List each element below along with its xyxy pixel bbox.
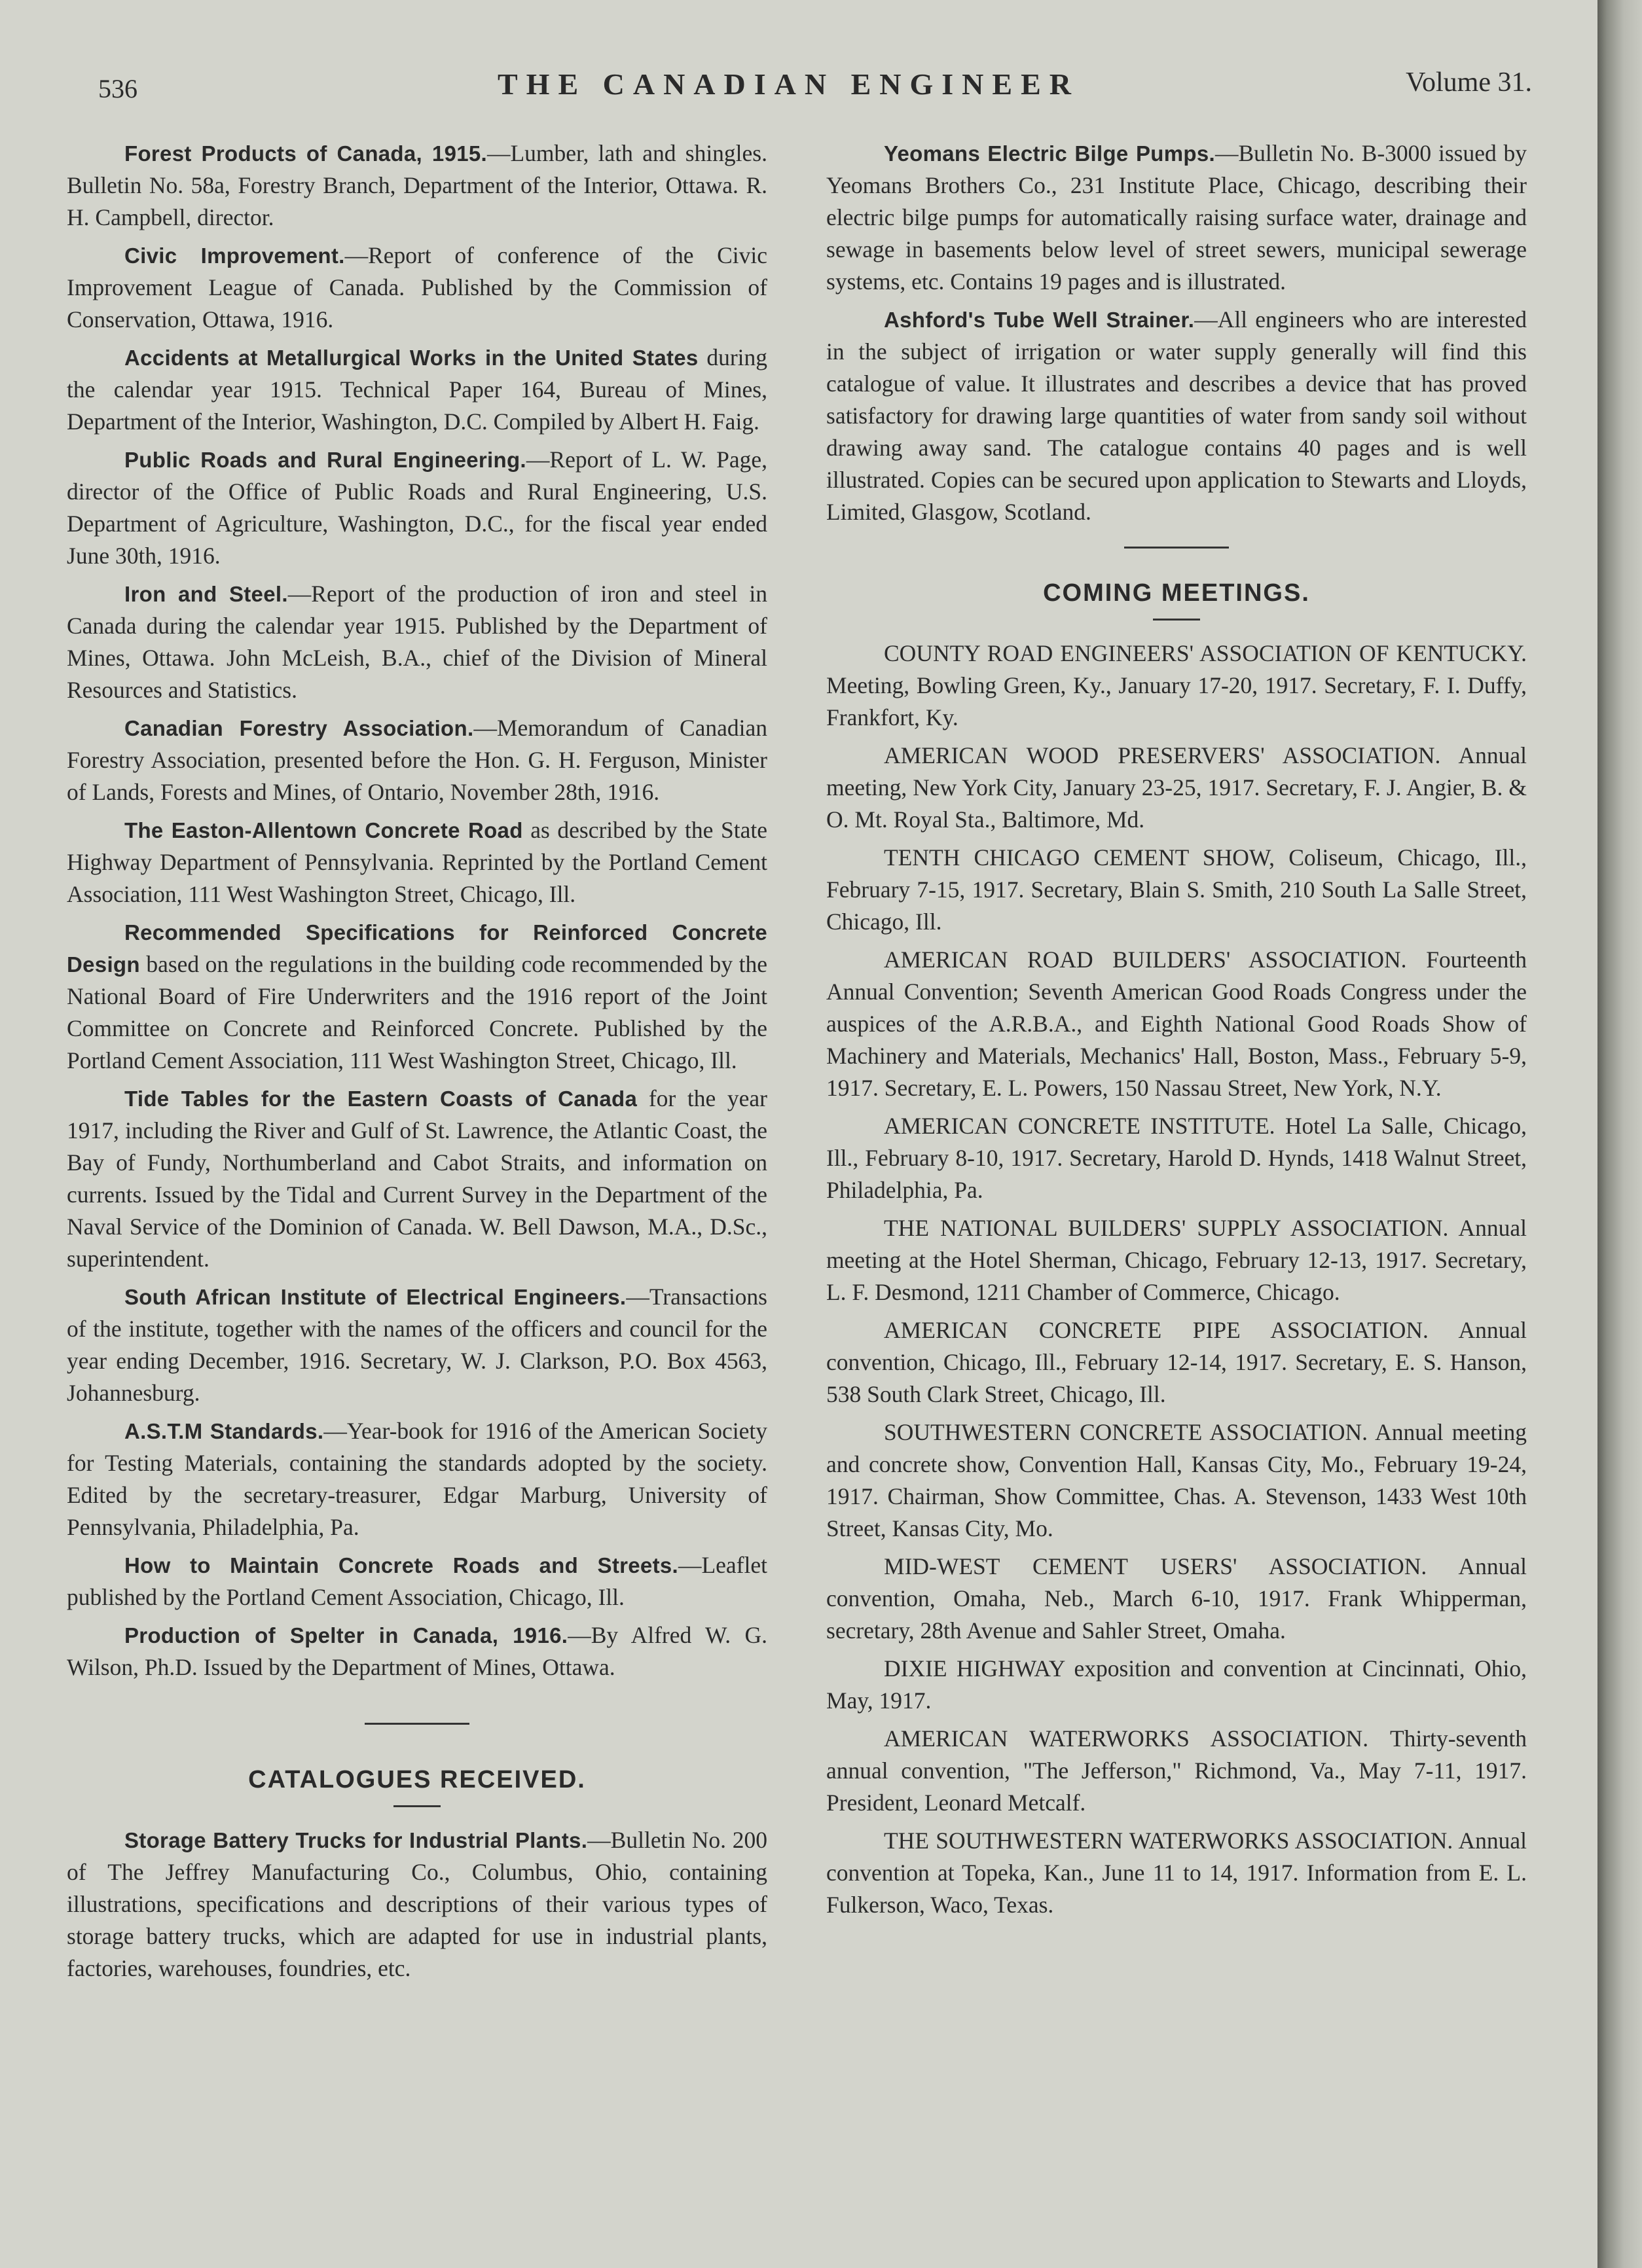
entry-paragraph [67, 1619, 767, 1683]
entry-paragraph [67, 1415, 767, 1543]
entry-title: Forest Products of Canada, 1915. [124, 141, 487, 166]
entry-text: —Bulletin No. B-3000 issued by Yeomans Brothers Co., 231 Institute Place, Chicago, describing their electric bilge pumps for automatically raising surface water, drainage and sewage in basements below level of street sewers, municipal sewerage systems, etc. Contains 19 pages and is illustrated. [826, 140, 1527, 295]
entry-title: Tide Tables for the Eastern Coasts of Canada [124, 1087, 638, 1111]
volume-label: Volume 31. [1406, 67, 1532, 98]
entry-paragraph [826, 137, 1527, 298]
journal-title: THE CANADIAN ENGINEER [498, 67, 1080, 101]
entry-title: Iron and Steel. [124, 582, 288, 606]
meeting-entry: AMERICAN ROAD BUILDERS' ASSOCIATION. Fourteenth Annual Convention; Seventh American Good Roads Congress under the auspices of the A.R.B.A., and Eighth National Good Roads Show of Machinery and Materials, Mechanics' Hall, Boston, Mass., February 5-9, 1917. Secretary, E. L. Powers, 150 Nassau Street, New York, N.Y. [826, 946, 1527, 1101]
entry-text: —Report of L. W. Page, director of the Office of Public Roads and Rural Engineering, U.S. Department of Agriculture, Washington, D.C., for the fiscal year ended June 30th, 1916. [67, 446, 767, 569]
meeting-entry: AMERICAN CONCRETE PIPE ASSOCIATION. Annual convention, Chicago, Ill., February 12-14, 1917. Secretary, E. S. Hanson, 538 South Clark Street, Chicago, Ill. [826, 1317, 1527, 1407]
entry-text: —Transactions of the institute, together with the names of the officers and council for the year ending December, 1916. Secretary, W. J. Clarkson, P.O. Box 4563, Johannesburg. [67, 1284, 767, 1406]
publications-list [67, 137, 767, 1683]
entry-paragraph [67, 1549, 767, 1613]
heading-underline [393, 1805, 441, 1807]
meeting-entry: AMERICAN WOOD PRESERVERS' ASSOCIATION. Annual meeting, New York City, January 23-25, 1917. Secretary, F. J. Angier, B. & O. Mt. Royal Sta., Baltimore, Md. [826, 742, 1527, 833]
meeting-entry: TENTH CHICAGO CEMENT SHOW, Coliseum, Chicago, Ill., February 7-15, 1917. Secretary, Blain S. Smith, 210 South La Salle Street, Chicago, Ill. [826, 844, 1527, 935]
entry-title: Production of Spelter in Canada, 1916. [124, 1623, 568, 1647]
entry-text: —Report of the production of iron and steel in Canada during the calendar year 1915. Published by the Department of Mines, Ottawa. John McLeish, B.A., chief of the Division of Mineral Resources and Statistics. [67, 581, 768, 703]
entry-title: Accidents at Metallurgical Works in the United States [124, 346, 699, 370]
entry-paragraph [67, 578, 767, 706]
left-column [67, 137, 767, 1990]
entry-title: Recommended Specifications for Reinforced Concrete Design [67, 920, 767, 977]
entry-paragraph [67, 1281, 767, 1409]
entry-title: Storage Battery Trucks for Industrial Plants. [124, 1828, 588, 1852]
meeting-entry: COUNTY ROAD ENGINEERS' ASSOCIATION OF KENTUCKY. Meeting, Bowling Green, Ky., January 17-20, 1917. Secretary, F. I. Duffy, Frankfort, Ky. [826, 640, 1527, 730]
entry-paragraph [67, 240, 767, 336]
meeting-entry: MID-WEST CEMENT USERS' ASSOCIATION. Annual convention, Omaha, Neb., March 6-10, 1917. Frank Whipperman, secretary, 28th Avenue and Sahler Street, Omaha. [826, 1553, 1527, 1644]
entry-paragraph [67, 444, 767, 572]
entry-title: Canadian Forestry Association. [124, 716, 474, 740]
meeting-entry: THE NATIONAL BUILDERS' SUPPLY ASSOCIATION. Annual meeting at the Hotel Sherman, Chicago, February 12-13, 1917. Secretary, L. F. Desmond, 1211 Chamber of Commerce, Chicago. [826, 1215, 1527, 1305]
meeting-entry: AMERICAN WATERWORKS ASSOCIATION. Thirty-seventh annual convention, "The Jefferson," Richmond, Va., May 7-11, 1917. President, Leonard Metcalf. [826, 1725, 1527, 1816]
entry-title: Public Roads and Rural Engineering. [124, 448, 526, 472]
binding-spine [1597, 0, 1642, 2268]
entry-title: Civic Improvement. [124, 243, 345, 268]
page-header [92, 58, 1532, 110]
entry-title: Ashford's Tube Well Strainer. [884, 308, 1195, 332]
entry-text: —Year-book for 1916 of the American Society for Testing Materials, containing the standards adopted by the society. Edited by the secretary-treasurer, Edgar Marburg, University of Pennsylvania, Philadelphia, Pa. [67, 1418, 767, 1540]
right-column [826, 137, 1527, 1927]
heading-underline [1153, 619, 1200, 621]
entry-title: South African Institute of Electrical Engineers. [124, 1285, 627, 1309]
meeting-entry: DIXIE HIGHWAY exposition and convention at Cincinnati, Ohio, May, 1917. [826, 1655, 1527, 1714]
entry-paragraph [67, 712, 767, 808]
entry-text: based on the regulations in the building code recommended by the National Board of Fire Underwriters and the 1916 report of the Joint Committee on Concrete and Reinforced Concrete. Published by the Portland Cement Association, 111 West Washington Street, Chicago, Ill. [67, 951, 767, 1073]
entry-text: —By Alfred W. G. Wilson, Ph.D. Issued by the Department of Mines, Ottawa. [67, 1622, 767, 1680]
entry-text: —Leaflet published by the Portland Cement Association, Chicago, Ill. [67, 1552, 767, 1610]
meeting-entry: AMERICAN CONCRETE INSTITUTE. Hotel La Salle, Chicago, Ill., February 8-10, 1917. Secretary, Harold D. Hynds, 1418 Walnut Street, Philadelphia, Pa. [826, 1113, 1527, 1203]
entry-paragraph [67, 814, 767, 910]
entry-title: The Easton-Allentown Concrete Road [124, 818, 523, 842]
entry-title: A.S.T.M Standards. [124, 1419, 324, 1443]
entry-paragraph [67, 916, 767, 1077]
meeting-entry: SOUTHWESTERN CONCRETE ASSOCIATION. Annual meeting and concrete show, Convention Hall, Kansas City, Mo., February 19-24, 1917. Chairman, Show Committee, Chas. A. Stevenson, 1433 West 10th Street, Kansas City, Mo. [826, 1419, 1527, 1541]
meetings-list [826, 638, 1527, 1921]
entry-paragraph [67, 342, 767, 438]
entry-text: as described by the State Highway Department of Pennsylvania. Reprinted by the Portland Cement Association, 111 West Washington Street, Chicago, Ill. [67, 817, 767, 907]
section-divider [1124, 547, 1229, 549]
entry-text: —Report of conference of the Civic Improvement League of Canada. Published by the Commission of Conservation, Ottawa, 1916. [67, 242, 767, 333]
entry-text: —Lumber, lath and shingles. Bulletin No. 58a, Forestry Branch, Department of the Interior, Ottawa. R. H. Campbell, director. [67, 140, 767, 230]
entry-paragraph [67, 137, 767, 234]
meeting-entry: THE SOUTHWESTERN WATERWORKS ASSOCIATION. Annual convention at Topeka, Kan., June 11 to 14, 1917. Information from E. L. Fulkerson, Waco, Texas. [826, 1827, 1527, 1918]
catalogues-heading: CATALOGUES RECEIVED. [248, 1766, 586, 1793]
section-divider [365, 1723, 469, 1725]
entry-title: Yeomans Electric Bilge Pumps. [884, 141, 1215, 166]
entry-text: —All engineers who are interested in the subject of irrigation or water supply generally will find this catalogue of value. It illustrates and describes a device that has proved satisfactory for drawing large quantities of water from sandy soil without drawing away sand. The catalogue contains 40 pages and is well illustrated. Copies can be secured upon application to Stewarts and Lloyds, Limited, Glasgow, Scotland. [826, 306, 1527, 525]
page-number: 536 [98, 74, 137, 103]
entry-paragraph [826, 304, 1527, 528]
catalogues-list [67, 1824, 767, 1985]
entry-paragraph [67, 1083, 767, 1275]
entry-paragraph [67, 1824, 767, 1985]
catalogues-list-continued [826, 137, 1527, 528]
entry-text: —Memorandum of Canadian Forestry Association, presented before the Hon. G. H. Ferguson, Minister of Lands, Forests and Mines, of Ontario, November 28th, 1916. [67, 715, 768, 805]
entry-text: for the year 1917, including the River and Gulf of St. Lawrence, the Atlantic Coast, the Bay of Fundy, Northumberland and Cabot Straits, and information on currents. Issued by the Tidal and Current Survey in the Department of the Naval Service of the Dominion of Canada. W. Bell Dawson, M.A., D.Sc., superintendent. [67, 1085, 767, 1272]
meetings-heading: COMING MEETINGS. [1043, 579, 1310, 607]
entry-text: —Bulletin No. 200 of The Jeffrey Manufacturing Co., Columbus, Ohio, containing illustrations, specifications and descriptions of their various types of storage battery trucks, which are adapted for use in industrial plants, factories, warehouses, foundries, etc. [67, 1827, 767, 1981]
entry-title: How to Maintain Concrete Roads and Streets. [124, 1553, 678, 1577]
entry-text: during the calendar year 1915. Technical Paper 164, Bureau of Mines, Department of the Interior, Washington, D.C. Compiled by Albert H. Faig. [67, 344, 768, 435]
